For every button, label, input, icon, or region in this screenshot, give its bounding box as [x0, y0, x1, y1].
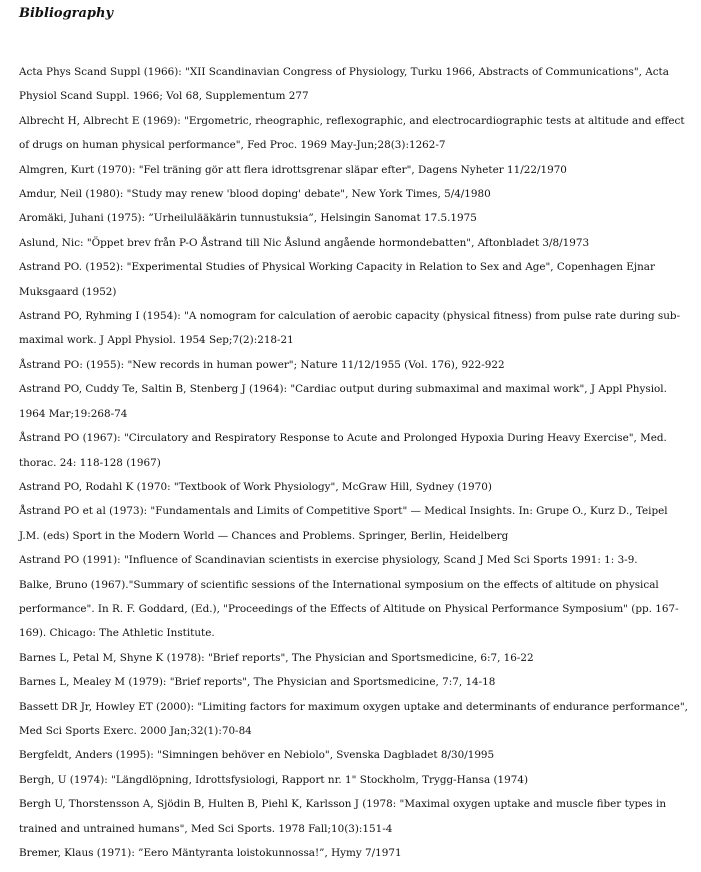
reference-entry: Åstrand PO et al (1973): "Fundamentals and Limits of Competitive Sport" — Medical Insights. In: Grupe O., Kurz D., Teipel J.M. (eds) Sport in the Modern World — Chances and Problems. Springer, Berlin, Heidelberg: [19, 505, 668, 542]
reference-entry: Barnes L, Petal M, Shyne K (1978): "Brief reports", The Physician and Sportsmedicine, 6:7, 16-22: [19, 651, 534, 664]
reference-list: [19, 60, 689, 865]
reference-entry: Bremer, Klaus (1971): ”Eero Mäntyranta loistokunnossa!”, Hymy 7/1971: [19, 847, 402, 859]
page-title: Bibliography: [19, 6, 114, 21]
reference-entry: Aromäki, Juhani (1975): ”Urheilulääkärin tunnustuksia”, Helsingin Sanomat 17.5.1975: [19, 212, 477, 225]
reference-entry: Bergh, U (1974): "Längdlöpning, Idrottsfysiologi, Rapport nr. 1" Stockholm, Trygg-Hansa (1974): [19, 773, 529, 786]
reference-entry: Acta Phys Scand Suppl (1966): "XII Scandinavian Congress of Physiology, Turku 1966, Abstracts of Communications", Acta Physiol Scand Suppl. 1966; Vol 68, Supplementum 277: [19, 66, 669, 103]
reference-entry: Balke, Bruno (1967)."Summary of scientific sessions of the International symposium on the effects of altitude on physical performance". In R. F. Goddard, (Ed.), "Proceedings of the Effects of Altitude on Physical Performance Symposium" (pp. 167-169). Chicago: The Athletic Institute.: [19, 578, 679, 640]
reference-entry: Bergfeldt, Anders (1995): "Simningen behöver en Nebiolo", Svenska Dagbladet 8/30/1995: [19, 749, 495, 762]
reference-entry: Astrand PO, Rodahl K (1970: "Textbook of Work Physiology", McGraw Hill, Sydney (1970): [19, 480, 492, 493]
reference-entry: Barnes L, Mealey M (1979): "Brief reports", The Physician and Sportsmedicine, 7:7, 14-18: [19, 676, 496, 689]
reference-entry: Åstrand PO (1967): "Circulatory and Respiratory Response to Acute and Prolonged Hypoxia During Heavy Exercise", Med. thorac. 24: 118-128 (1967): [19, 432, 667, 469]
reference-entry: Albrecht H, Albrecht E (1969): "Ergometric, rheographic, reflexographic, and electrocardiographic tests at altitude and effect of drugs on human physical performance", Fed Proc. 1969 May-Jun;28(3):1262-7: [19, 114, 685, 152]
reference-entry: Astrand PO, Ryhming I (1954): "A nomogram for calculation of aerobic capacity (physical fitness) from pulse rate during sub-maximal work. J Appl Physiol. 1954 Sep;7(2):218-21: [19, 310, 681, 347]
reference-entry: Astrand PO. (1952): "Experimental Studies of Physical Working Capacity in Relation to Sex and Age", Copenhagen Ejnar Muksgaard (1952): [19, 261, 655, 298]
reference-entry: Bergh U, Thorstensson A, Sjödin B, Hulten B, Piehl K, Karlsson J (1978: "Maximal oxygen uptake and muscle fiber types in trained and untrained humans", Med Sci Sports. 1978 Fall;10(3):151-4: [19, 798, 667, 835]
reference-entry: Amdur, Neil (1980): "Study may renew 'blood doping' debate", New York Times, 5/4/1980: [19, 188, 491, 201]
reference-entry: Aslund, Nic: "Öppet brev från P-O Åstrand till Nic Åslund angående hormondebatten", Aftonbladet 3/8/1973: [19, 236, 590, 249]
reference-entry: Bassett DR Jr, Howley ET (2000): "Limiting factors for maximum oxygen uptake and determinants of endurance performance", Med Sci Sports Exerc. 2000 Jan;32(1):70-84: [19, 700, 688, 737]
reference-entry: Astrand PO (1991): "Influence of Scandinavian scientists in exercise physiology, Scand J Med Sci Sports 1991: 1: 3-9.: [19, 554, 638, 567]
reference-entry: Åstrand PO: (1955): "New records in human power"; Nature 11/12/1955 (Vol. 176), 922-922: [19, 358, 505, 371]
reference-entry: Astrand PO, Cuddy Te, Saltin B, Stenberg J (1964): "Cardiac output during submaximal and maximal work", J Appl Physiol. 1964 Mar;19:268-74: [19, 383, 667, 420]
reference-entry: Almgren, Kurt (1970): "Fel träning gör att flera idrottsgrenar släpar efter", Dagens Nyheter 11/22/1970: [19, 163, 567, 176]
